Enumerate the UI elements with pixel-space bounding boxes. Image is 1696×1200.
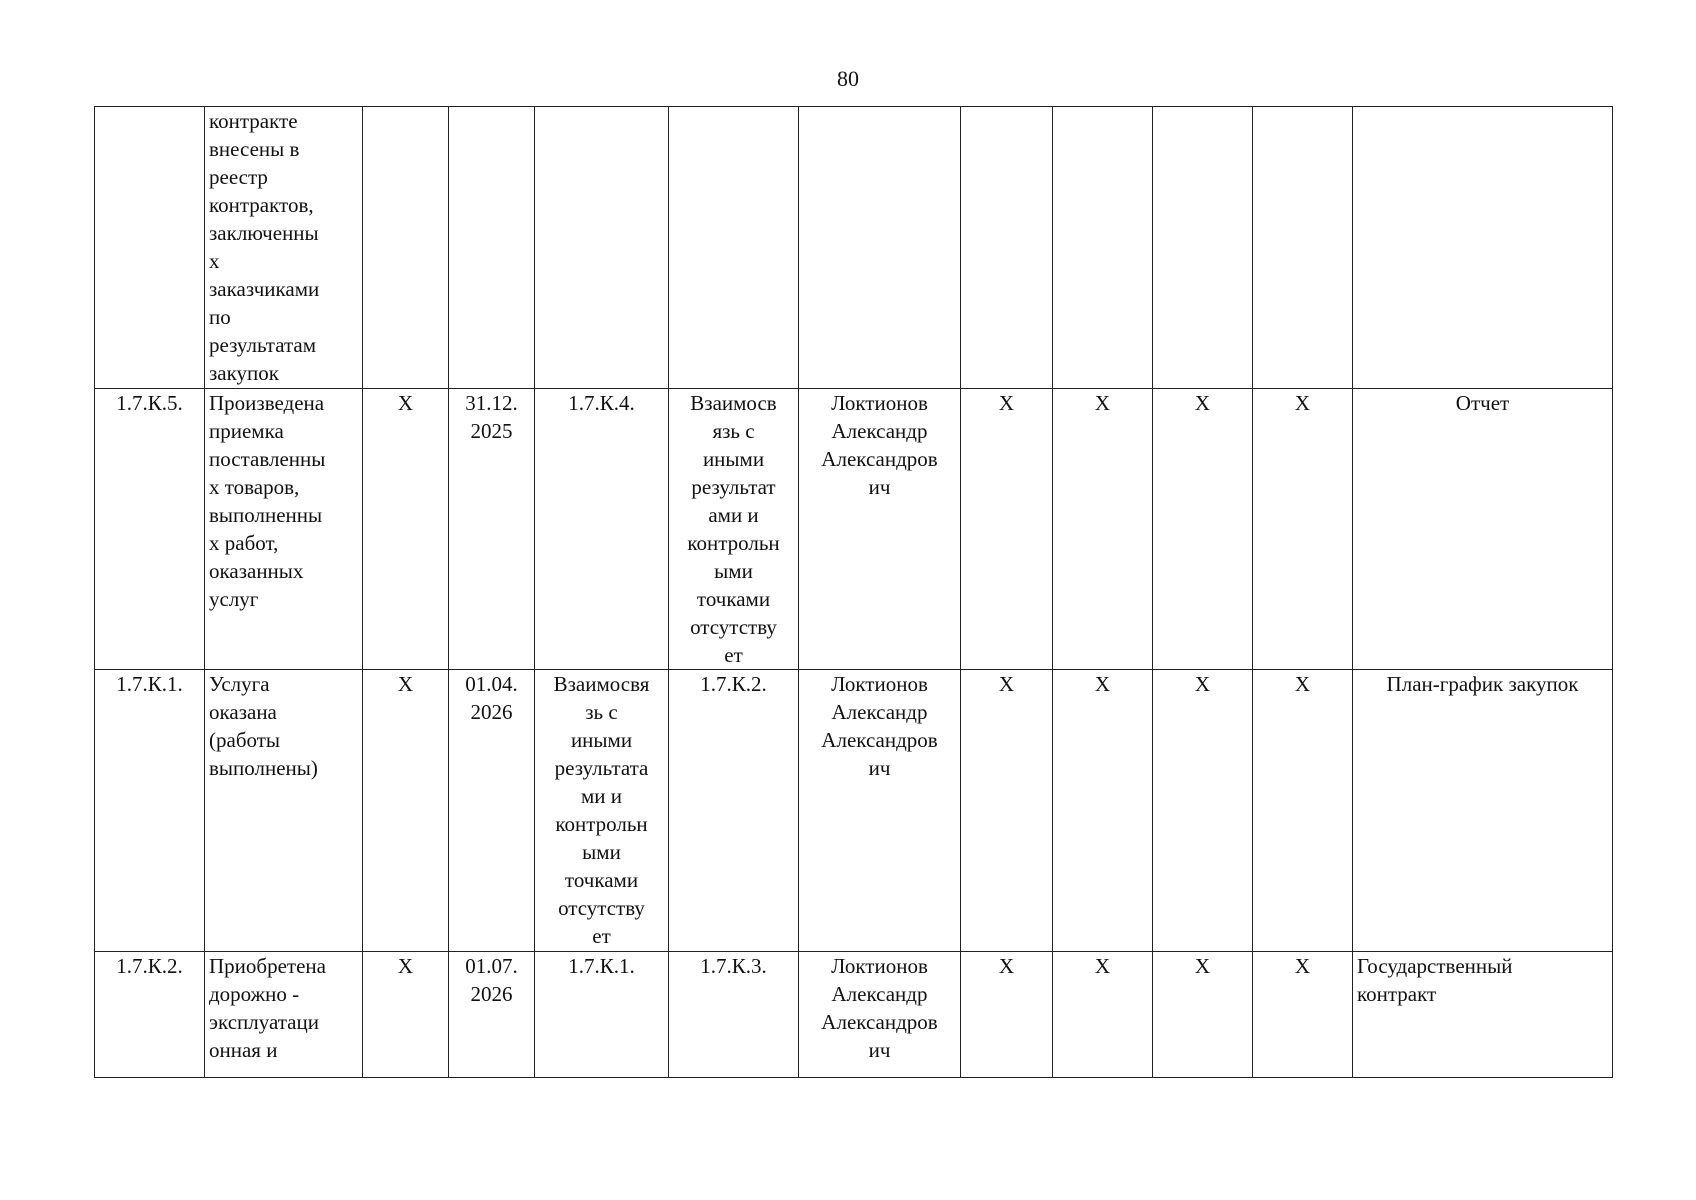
page-number: 80 <box>837 66 859 91</box>
table-row <box>95 952 1613 1078</box>
cell-successor <box>669 107 799 389</box>
control-points-table-container <box>94 106 1612 1078</box>
table-body <box>95 107 1613 1078</box>
cell-mark: X <box>1153 670 1253 952</box>
table-row <box>95 107 1613 389</box>
cell-predecessor: 1.7.К.1. <box>535 952 669 1078</box>
cell-name-text: контракте внесены в реестр контрактов, заключенны х заказчиками по результатам закупок <box>209 109 320 385</box>
cell-mark: X <box>363 952 449 1078</box>
control-points-table <box>94 106 1613 1078</box>
cell-document: Отчет <box>1353 389 1613 670</box>
cell-responsible: Локтионов Александр Александров ич <box>799 389 961 670</box>
cell-code: 1.7.К.2. <box>95 952 205 1078</box>
cell-mark: X <box>1053 670 1153 952</box>
cell-document: План-график закупок <box>1353 670 1613 952</box>
cell-responsible <box>799 107 961 389</box>
cell-predecessor: 1.7.К.4. <box>535 389 669 670</box>
cell-name: Приобретена дорожно - эксплуатаци онная и <box>205 952 363 1078</box>
cell-mark: X <box>1253 952 1353 1078</box>
cell-document: Государственный контракт <box>1353 952 1613 1078</box>
cell-code: 1.7.К.1. <box>95 670 205 952</box>
cell-date <box>449 107 535 389</box>
cell-mark: X <box>1253 670 1353 952</box>
cell-mark: X <box>961 952 1053 1078</box>
cell-mark: X <box>961 389 1053 670</box>
cell-predecessor: Взаимосвя зь с иными результата ми и контрольн ыми точками отсутству ет <box>535 670 669 952</box>
cell-successor: 1.7.К.3. <box>669 952 799 1078</box>
cell-mark <box>363 107 449 389</box>
cell-mark <box>1053 107 1153 389</box>
cell-date: 01.04. 2026 <box>449 670 535 952</box>
cell-name: Услуга оказана (работы выполнены) <box>205 670 363 952</box>
cell-code: 1.7.К.5. <box>95 389 205 670</box>
cell-date: 31.12. 2025 <box>449 389 535 670</box>
cell-date: 01.07. 2026 <box>449 952 535 1078</box>
cell-mark: X <box>1153 952 1253 1078</box>
table-row <box>95 670 1613 952</box>
cell-mark <box>1253 107 1353 389</box>
cell-name <box>205 107 363 389</box>
cell-mark: X <box>1153 389 1253 670</box>
cell-responsible: Локтионов Александр Александров ич <box>799 670 961 952</box>
cell-mark: X <box>363 389 449 670</box>
cell-mark: X <box>1053 952 1153 1078</box>
cell-mark <box>1153 107 1253 389</box>
cell-successor: 1.7.К.2. <box>669 670 799 952</box>
cell-mark: X <box>1253 389 1353 670</box>
cell-mark: X <box>961 670 1053 952</box>
cell-mark: X <box>363 670 449 952</box>
cell-name: Произведена приемка поставленны х товаров, выполненны х работ, оказанных услуг <box>205 389 363 670</box>
cell-document <box>1353 107 1613 389</box>
cell-code <box>95 107 205 389</box>
cell-predecessor <box>535 107 669 389</box>
cell-mark: X <box>1053 389 1153 670</box>
cell-responsible: Локтионов Александр Александров ич <box>799 952 961 1078</box>
cell-successor: Взаимосв язь с иными результат ами и контрольн ыми точками отсутству ет <box>669 389 799 670</box>
cell-mark <box>961 107 1053 389</box>
table-row <box>95 389 1613 670</box>
